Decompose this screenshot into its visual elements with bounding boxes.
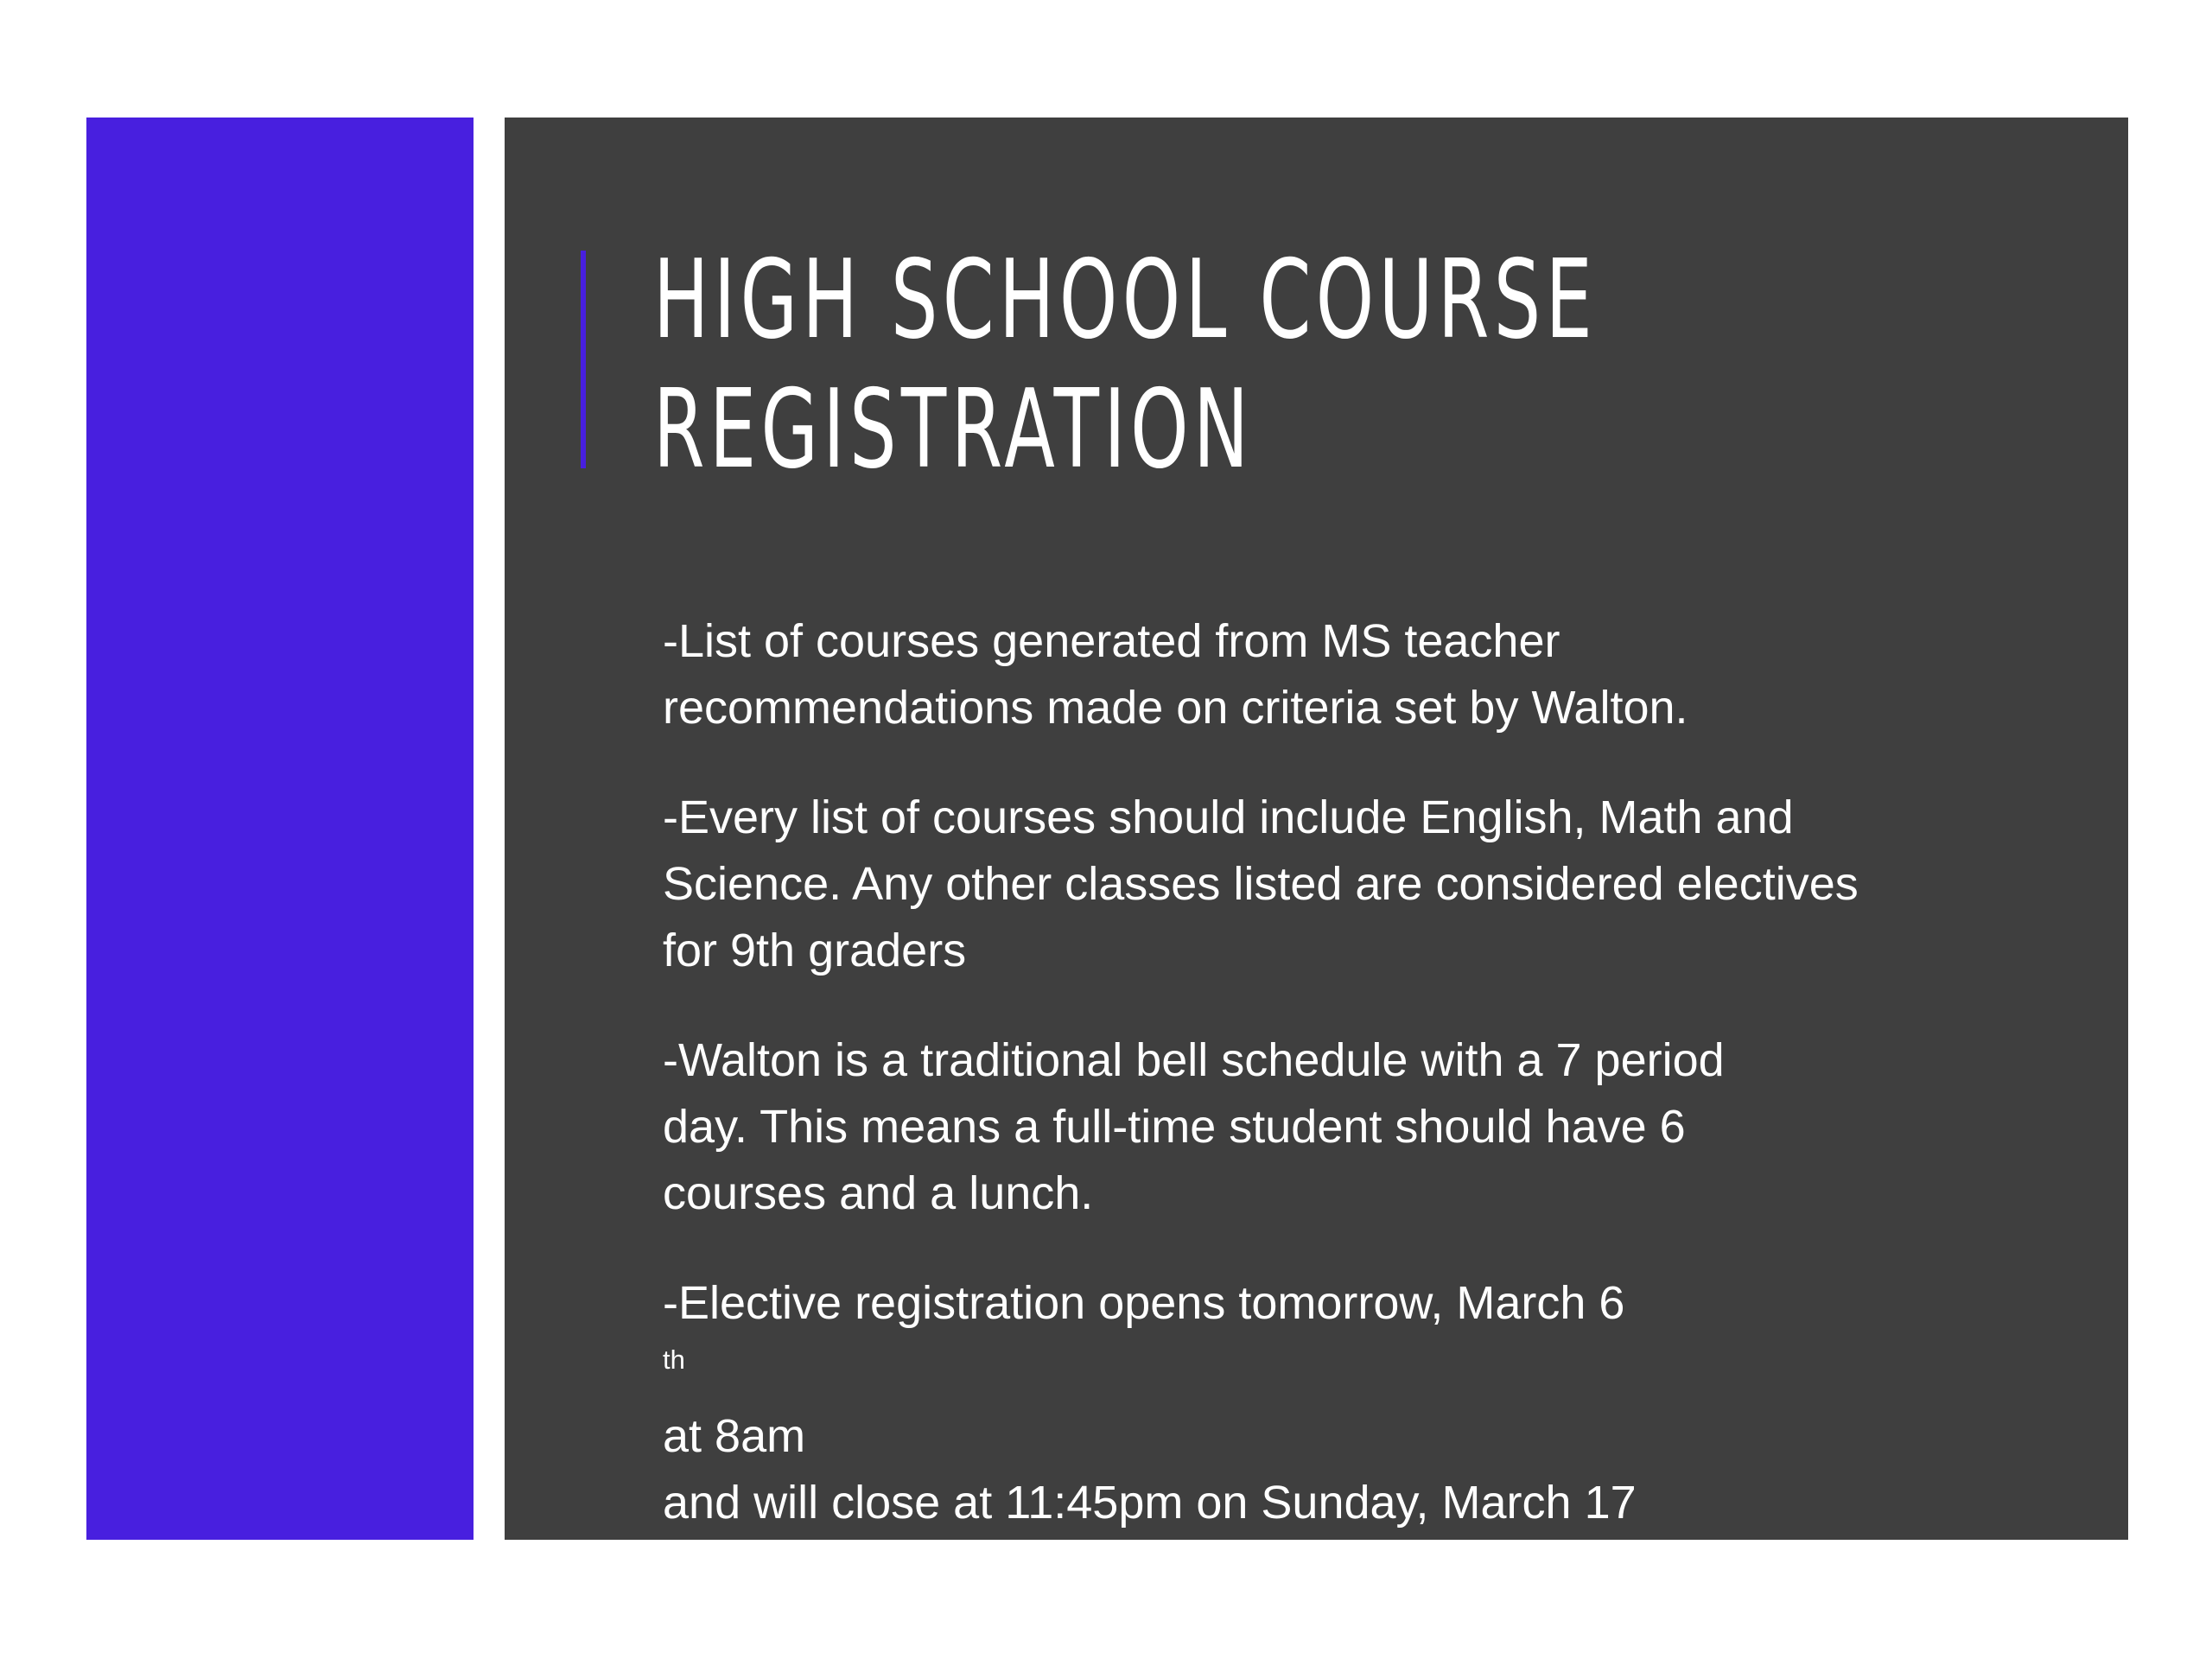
slide-title xyxy=(653,235,1598,494)
paragraph-line: -Every list of courses should include English, Math and xyxy=(663,791,1794,843)
slide-body xyxy=(663,608,2080,1646)
ordinal-suffix: th xyxy=(663,1544,685,1574)
paragraph-line xyxy=(663,1270,2080,1470)
course-list-paragraph xyxy=(663,608,2080,741)
paragraph-line: -List of courses generated from MS teacher xyxy=(663,615,1560,667)
paragraph-line: courses and a lunch. xyxy=(663,1167,1094,1219)
paragraph-line xyxy=(663,1470,2080,1603)
registration-dates-paragraph xyxy=(663,1270,2080,1603)
slide-title-line: REGISTRATION xyxy=(653,365,1254,493)
paragraph-line: recommendations made on criteria set by Walton. xyxy=(663,682,1688,734)
paragraph-line: for 9th graders xyxy=(663,925,967,976)
registration-close-text: and will close at 11:45pm on Sunday, March 17 xyxy=(663,1477,1637,1529)
paragraph-line: -Walton is a traditional bell schedule with a 7 period xyxy=(663,1034,1725,1086)
title-accent-rule xyxy=(581,251,586,468)
registration-open-text: -Elective registration opens tomorrow, March 6 xyxy=(663,1277,1625,1329)
paragraph-line: day. This means a full-time student should have 6 xyxy=(663,1101,1686,1153)
bell-schedule-paragraph xyxy=(663,1027,2080,1227)
ordinal-suffix: th xyxy=(663,1344,685,1375)
slide-title-line: HIGH SCHOOL COURSE xyxy=(653,236,1598,363)
registration-open-time: at 8am xyxy=(663,1410,806,1462)
paragraph-line: Science. Any other classes listed are considered electives xyxy=(663,858,1859,910)
accent-panel xyxy=(86,118,474,1540)
required-courses-paragraph xyxy=(663,785,2080,984)
